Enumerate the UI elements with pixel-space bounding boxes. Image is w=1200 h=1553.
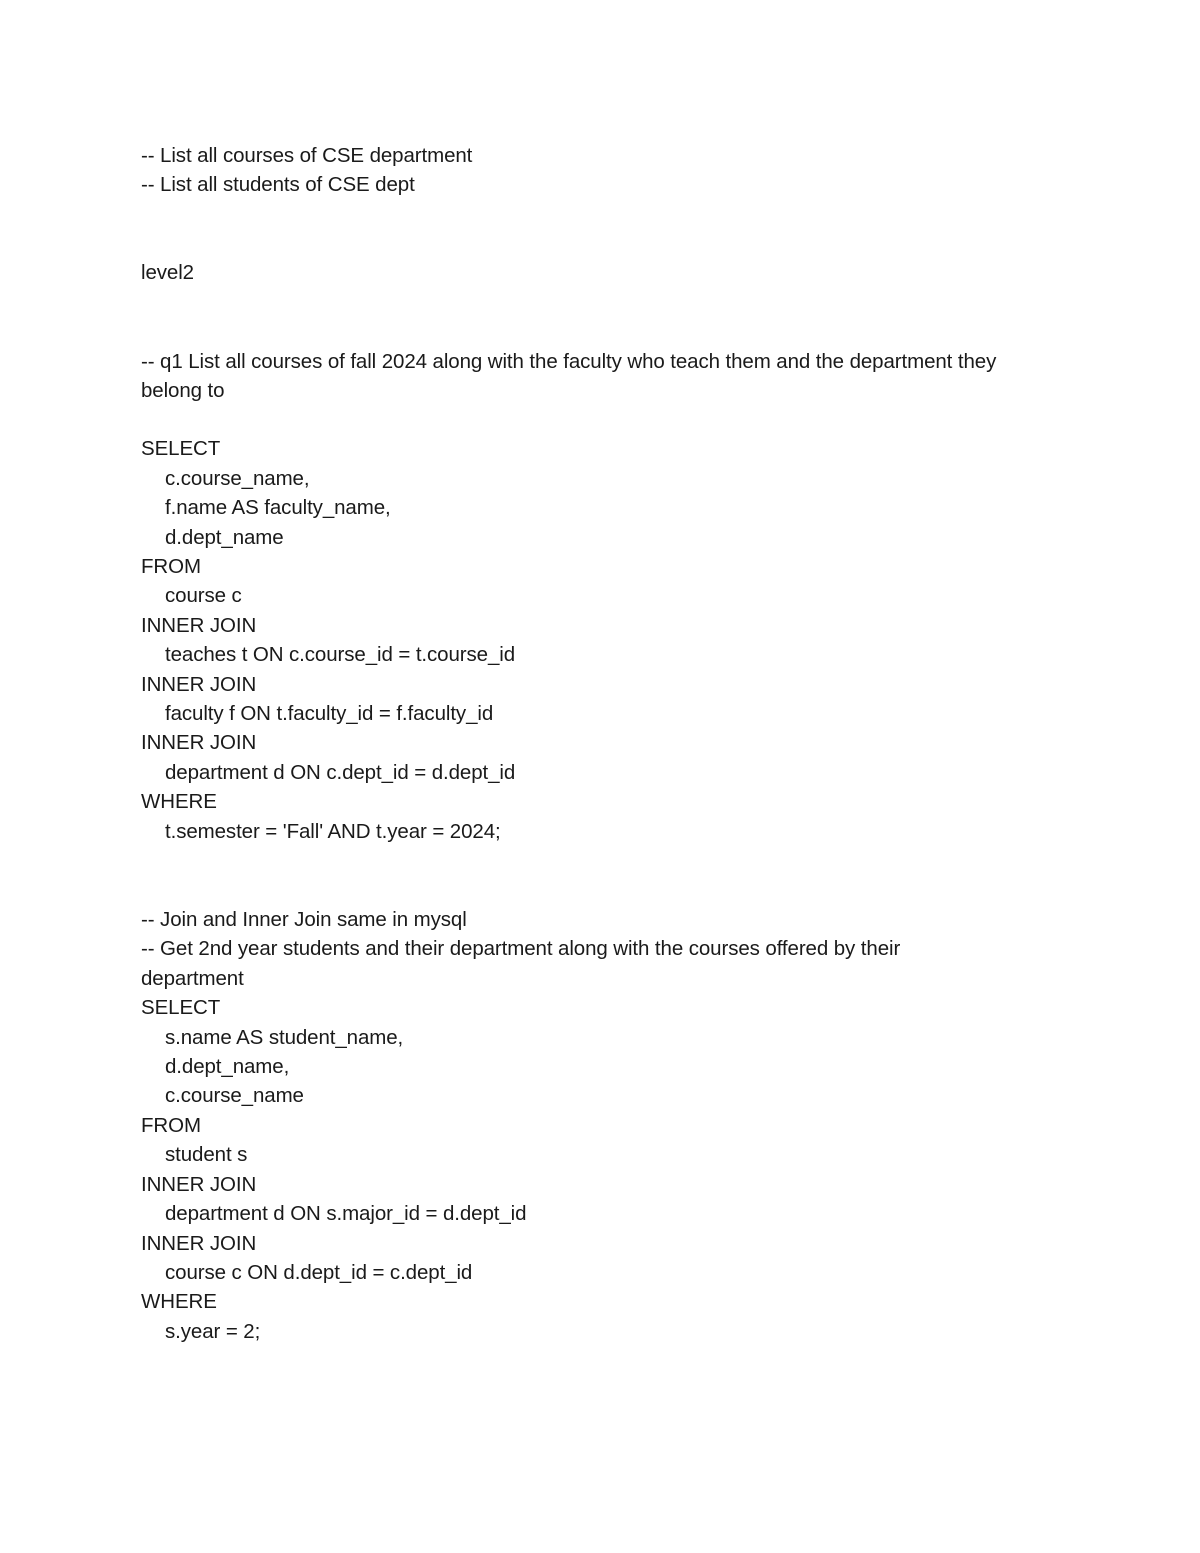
q1-from-keyword: FROM xyxy=(141,555,201,578)
q2-join2-clause: course c ON d.dept_id = c.dept_id xyxy=(165,1261,473,1284)
q1-column-faculty-name: f.name AS faculty_name, xyxy=(165,496,391,519)
q2-column-student-name: s.name AS student_name, xyxy=(165,1026,404,1049)
q1-join2-keyword: INNER JOIN xyxy=(141,673,257,696)
q2-comment-join: -- Join and Inner Join same in mysql xyxy=(141,908,467,931)
q2-select-keyword: SELECT xyxy=(141,996,221,1019)
q2-from-table: student s xyxy=(165,1143,248,1166)
q1-join2-clause: faculty f ON t.faculty_id = f.faculty_id xyxy=(165,702,494,725)
q2-comment-line2: department xyxy=(141,967,244,990)
q2-column-course-name: c.course_name xyxy=(165,1084,304,1107)
q1-comment-line1: -- q1 List all courses of fall 2024 along with the faculty who teach them and the department they xyxy=(141,350,997,373)
q1-from-table: course c xyxy=(165,584,242,607)
q2-join1-keyword: INNER JOIN xyxy=(141,1173,257,1196)
q1-column-dept-name: d.dept_name xyxy=(165,526,284,549)
q2-join2-keyword: INNER JOIN xyxy=(141,1232,257,1255)
q1-select-keyword: SELECT xyxy=(141,437,221,460)
comment-list-cse-students: -- List all students of CSE dept xyxy=(141,173,415,196)
q2-comment-line1: -- Get 2nd year students and their department along with the courses offered by their xyxy=(141,937,901,960)
q1-where-keyword: WHERE xyxy=(141,790,217,813)
q1-comment-line2: belong to xyxy=(141,379,225,402)
q1-where-clause: t.semester = 'Fall' AND t.year = 2024; xyxy=(165,820,501,843)
q1-join3-keyword: INNER JOIN xyxy=(141,731,257,754)
level-heading: level2 xyxy=(141,261,194,284)
q1-join1-clause: teaches t ON c.course_id = t.course_id xyxy=(165,643,516,666)
comment-list-cse-courses: -- List all courses of CSE department xyxy=(141,144,473,167)
q1-join3-clause: department d ON c.dept_id = d.dept_id xyxy=(165,761,516,784)
q1-join1-keyword: INNER JOIN xyxy=(141,614,257,637)
q1-column-course-name: c.course_name, xyxy=(165,467,310,490)
q2-column-dept-name: d.dept_name, xyxy=(165,1055,290,1078)
q2-where-keyword: WHERE xyxy=(141,1290,217,1313)
q2-where-clause: s.year = 2; xyxy=(165,1320,261,1343)
q2-join1-clause: department d ON s.major_id = d.dept_id xyxy=(165,1202,527,1225)
q2-from-keyword: FROM xyxy=(141,1114,201,1137)
